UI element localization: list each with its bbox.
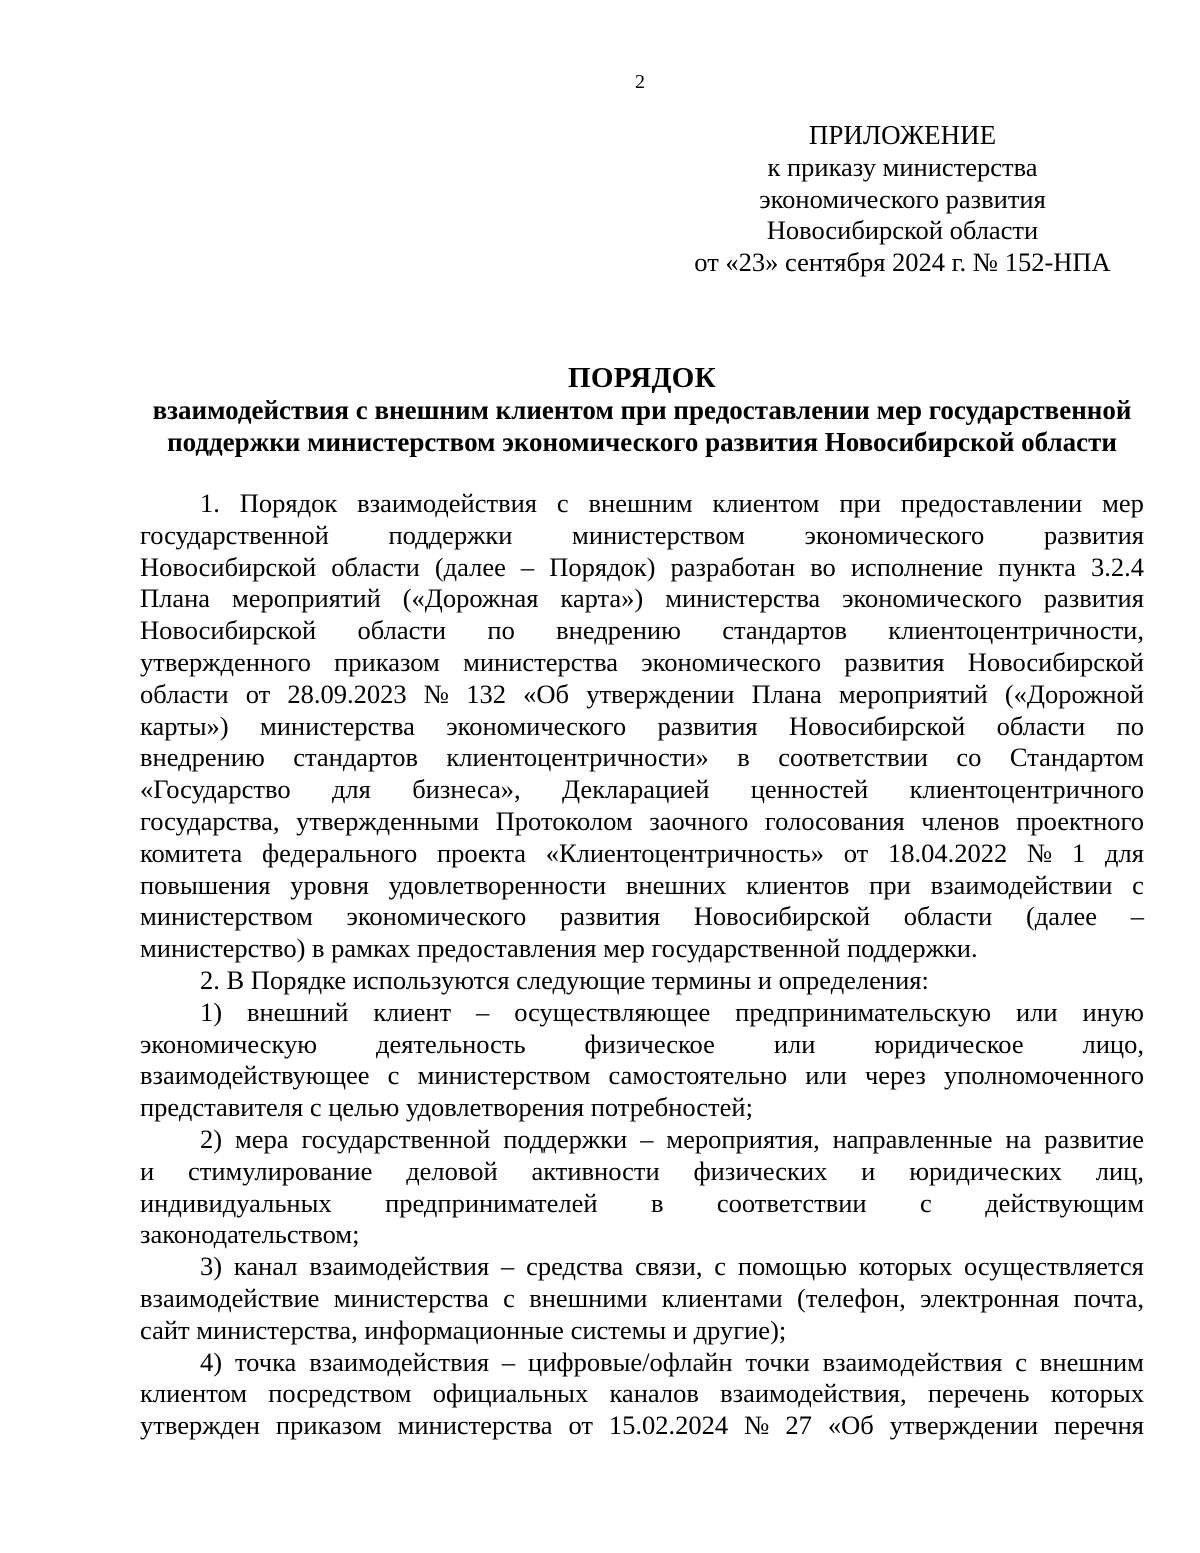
text-line xyxy=(140,1283,1144,1315)
text-line xyxy=(140,583,1144,615)
word: внедрению xyxy=(140,742,265,773)
word: экономическую xyxy=(140,1028,318,1059)
paragraph-1 xyxy=(140,488,1144,965)
word: поддержки xyxy=(388,519,513,550)
text-line xyxy=(140,1188,1144,1220)
word: экономического xyxy=(446,710,627,741)
word: карта») xyxy=(560,583,644,614)
word: министерства xyxy=(333,1282,489,1313)
word: юридическое xyxy=(874,1028,1024,1059)
word: – xyxy=(1130,901,1144,932)
word: приказом xyxy=(334,646,440,677)
document-body xyxy=(140,488,1144,1442)
word: развития xyxy=(1043,519,1144,550)
word: и xyxy=(140,1155,155,1186)
text-line xyxy=(140,806,1144,838)
word: уровня xyxy=(290,869,369,900)
word: в xyxy=(650,1187,664,1218)
word: разработан xyxy=(670,551,796,582)
word: Декларацией xyxy=(562,774,710,805)
word: канал xyxy=(233,1251,298,1282)
word: 4) xyxy=(200,1346,223,1377)
word: проекта xyxy=(437,837,526,868)
word: (телефон, xyxy=(797,1282,906,1313)
word: министерства xyxy=(259,710,415,741)
word: экономического xyxy=(842,583,1022,614)
word: приказом xyxy=(275,1410,382,1441)
paragraph-2 xyxy=(140,965,1144,997)
word: внешним xyxy=(588,488,693,518)
word: внедрению xyxy=(556,615,681,646)
word: или xyxy=(805,1060,847,1091)
text-line xyxy=(140,615,1144,647)
word: – xyxy=(640,1123,654,1154)
text-line xyxy=(140,870,1144,902)
word: связи, xyxy=(635,1251,703,1282)
word: экономического xyxy=(641,646,822,677)
word: Новосибирской xyxy=(788,710,966,741)
word: от xyxy=(843,837,869,868)
word: поддержки xyxy=(503,1123,628,1154)
word: «Клиентоцентричность» xyxy=(545,837,825,868)
word: 3) xyxy=(200,1251,223,1282)
word: бизнеса», xyxy=(412,774,521,805)
word: федерального xyxy=(261,837,418,868)
text-line xyxy=(140,711,1144,743)
word: официальных xyxy=(432,1378,589,1409)
word: юридических xyxy=(909,1155,1062,1186)
word: развития xyxy=(559,901,661,932)
text-line xyxy=(140,1029,1144,1061)
document-subtitle: взаимодействия с внешним клиентом при предоставлении мер государственной xyxy=(152,395,1132,425)
word: по xyxy=(487,615,515,646)
word: лицо, xyxy=(1082,1028,1144,1059)
word: утвержденного xyxy=(140,646,311,677)
word: 18.04.2022 xyxy=(887,837,1008,868)
word: которых xyxy=(858,1251,953,1282)
word: предпринимательскую xyxy=(735,996,992,1027)
word: на xyxy=(1005,1123,1032,1154)
word: предоставлении xyxy=(900,488,1083,518)
word: государственной xyxy=(301,1123,491,1154)
word: иную xyxy=(1082,996,1144,1027)
word: и xyxy=(861,1155,876,1186)
text-line: министерство) в рамках предоставления мер государственной поддержки. xyxy=(140,933,978,964)
word: клиент xyxy=(373,996,452,1027)
word: взаимодействия xyxy=(822,1346,1003,1377)
word: соответствии xyxy=(716,1187,867,1218)
word: исполнение xyxy=(850,551,984,582)
word: внешних xyxy=(625,869,727,900)
word: при xyxy=(839,488,881,518)
word: области xyxy=(903,901,993,932)
word: области xyxy=(996,710,1086,741)
word: с xyxy=(920,1187,932,1218)
word: развития xyxy=(657,710,758,741)
word: Новосибирской xyxy=(693,901,871,932)
word: экономического xyxy=(346,901,527,932)
appendix-line: Новосибирской области xyxy=(766,215,1039,246)
word: внешними xyxy=(529,1282,648,1313)
word: клиентоцентричности» xyxy=(446,742,709,773)
word: взаимодействия xyxy=(309,1346,490,1377)
definition-2 xyxy=(140,1124,1144,1251)
word: голосования xyxy=(764,805,905,836)
document-heading: ПОРЯДОК xyxy=(568,362,716,394)
word: точка xyxy=(234,1346,297,1377)
word: самостоятельно xyxy=(608,1060,788,1091)
word: от xyxy=(245,678,271,709)
word: стимулирование xyxy=(188,1155,373,1186)
word: утверждении xyxy=(586,678,735,709)
word: взаимодействии xyxy=(930,869,1113,900)
word: утвержден xyxy=(140,1410,260,1441)
word: государства, xyxy=(140,805,280,836)
word: развитие xyxy=(1044,1123,1144,1154)
word: министерством xyxy=(572,519,745,550)
text-line xyxy=(140,488,1144,520)
word: (далее xyxy=(434,551,506,582)
word: экономического xyxy=(804,519,985,550)
text-line xyxy=(140,1347,1144,1379)
word: ценностей xyxy=(750,774,869,805)
word: которых xyxy=(1050,1378,1144,1409)
appendix-line: экономического развития xyxy=(759,183,1046,214)
word: деловой xyxy=(406,1155,498,1186)
word: индивидуальных xyxy=(140,1187,332,1218)
word: клиентом xyxy=(140,1378,247,1409)
word: взаимодействия, xyxy=(720,1378,907,1409)
word: клиентоцентричного xyxy=(909,774,1144,805)
word: клиентом xyxy=(712,488,820,518)
word: клиентами xyxy=(661,1282,783,1313)
word: утвержденными xyxy=(296,805,480,836)
word: клиентов xyxy=(746,869,850,900)
word: уполномоченного xyxy=(943,1060,1144,1091)
word: министерства xyxy=(397,1410,553,1441)
definition-4 xyxy=(140,1347,1144,1442)
appendix-date-number: от «23» сентября 2024 г. № 152-НПА xyxy=(694,247,1111,278)
word: с xyxy=(503,1282,515,1313)
text-line xyxy=(140,1156,1144,1188)
text-line xyxy=(140,1410,1144,1442)
word: Стандартом xyxy=(1009,742,1144,773)
text-line xyxy=(140,901,1144,933)
word: повышения xyxy=(140,869,271,900)
word: удовлетворенности xyxy=(388,869,607,900)
word: министерства xyxy=(665,583,821,614)
word: при xyxy=(869,869,911,900)
word: 1) xyxy=(200,996,223,1027)
word: Плана xyxy=(751,678,822,709)
word: действующим xyxy=(985,1187,1144,1218)
text-line: сайт министерства, информационные системы и другие); xyxy=(140,1314,787,1345)
word: взаимодействующее xyxy=(140,1060,370,1091)
word: Новосибирской xyxy=(140,615,317,646)
word: («Дорожной xyxy=(1004,678,1144,709)
word: Порядок) xyxy=(549,551,656,582)
word: через xyxy=(864,1060,926,1091)
word: Протоколом xyxy=(495,805,633,836)
word: развития xyxy=(844,646,945,677)
word: утверждении xyxy=(889,1410,1039,1441)
text-line xyxy=(140,1251,1144,1283)
word: Плана xyxy=(140,583,211,614)
word: «Об xyxy=(523,678,570,709)
word: направленные xyxy=(832,1123,993,1154)
word: Новосибирской xyxy=(967,646,1144,677)
word: или xyxy=(773,1028,816,1059)
word: мероприятий xyxy=(838,678,988,709)
word: по xyxy=(1116,710,1144,741)
word: с xyxy=(387,1060,400,1091)
text-line xyxy=(140,997,1144,1029)
word: каналов xyxy=(609,1378,699,1409)
text-line xyxy=(140,742,1144,774)
word: с xyxy=(1132,869,1144,900)
word: «Государство xyxy=(140,774,291,805)
word: помощью xyxy=(737,1251,848,1282)
word: министерством xyxy=(417,1060,591,1091)
word: 1. xyxy=(200,488,220,518)
word: от xyxy=(568,1410,593,1441)
word: мера xyxy=(234,1123,289,1154)
word: или xyxy=(1015,996,1058,1027)
word: Порядок xyxy=(239,488,338,518)
word: – xyxy=(520,551,535,582)
word: стандартов xyxy=(722,615,847,646)
text-line xyxy=(140,1378,1144,1410)
word: точки xyxy=(745,1346,810,1377)
word: электронная xyxy=(920,1282,1060,1313)
text-line: законодательством; xyxy=(140,1219,360,1250)
word: перечня xyxy=(1054,1410,1144,1441)
word: министерством xyxy=(140,901,313,932)
word: почта, xyxy=(1073,1282,1144,1313)
word: области xyxy=(357,615,447,646)
word: (далее xyxy=(1025,901,1098,932)
definition-1 xyxy=(140,997,1144,1124)
text-line xyxy=(140,647,1144,679)
document-title-block xyxy=(140,362,1144,458)
word: 1 xyxy=(1072,837,1086,868)
word: посредством xyxy=(268,1378,412,1409)
word: 15.02.2024 xyxy=(608,1410,729,1441)
word: пункта xyxy=(998,551,1076,582)
text-line xyxy=(140,520,1144,552)
word: во xyxy=(810,551,836,582)
word: внешний xyxy=(246,996,349,1027)
appendix-title: ПРИЛОЖЕНИЕ xyxy=(808,120,997,150)
word: 2) xyxy=(200,1123,223,1154)
word: государственной xyxy=(140,519,329,550)
document-subtitle: поддержки министерством экономического развития Новосибирской области xyxy=(167,427,1117,457)
word: стандартов xyxy=(293,742,418,773)
word: Новосибирской xyxy=(140,551,317,582)
text-line xyxy=(140,774,1144,806)
word: клиентоцентричности, xyxy=(888,615,1144,646)
word: министерства xyxy=(463,646,619,677)
word: взаимодействия xyxy=(357,488,537,518)
word: физических xyxy=(693,1155,828,1186)
word: 28.09.2023 xyxy=(287,678,407,709)
page-number: 2 xyxy=(635,71,645,93)
word: физическое xyxy=(584,1028,715,1059)
word: с xyxy=(556,488,569,518)
word: комитета xyxy=(140,837,243,868)
word: 3.2.4 xyxy=(1091,551,1144,582)
word: предпринимателей xyxy=(385,1187,598,1218)
text-line xyxy=(140,1060,1144,1092)
word: области xyxy=(331,551,420,582)
word: мер xyxy=(1102,488,1144,518)
word: осуществляющее xyxy=(514,996,711,1027)
word: членов xyxy=(921,805,1000,836)
word: взаимодействия xyxy=(309,1251,490,1282)
word: со xyxy=(956,742,982,773)
word: активности xyxy=(531,1155,660,1186)
word: осуществляется xyxy=(963,1251,1144,1282)
word: средства xyxy=(526,1251,624,1282)
word: лиц, xyxy=(1095,1155,1144,1186)
word: («Дорожная xyxy=(402,583,539,614)
word: № xyxy=(1026,837,1053,868)
word: мероприятия, xyxy=(666,1123,820,1154)
word: области xyxy=(140,678,229,709)
word: карты») xyxy=(140,710,229,741)
text-line: представителя с целью удовлетворения потребностей; xyxy=(140,1092,753,1123)
word: – xyxy=(476,996,490,1027)
word: заочного xyxy=(649,805,749,836)
appendix-header xyxy=(650,120,1155,279)
text-line xyxy=(140,838,1144,870)
word: 27 xyxy=(785,1410,812,1441)
word: – xyxy=(501,1346,516,1377)
word: № xyxy=(744,1410,770,1441)
text-line: 2. В Порядке используются следующие термины и определения: xyxy=(200,964,929,995)
word: 132 xyxy=(466,678,506,709)
text-line xyxy=(140,1124,1144,1156)
word: внешним xyxy=(1039,1346,1144,1377)
definition-3 xyxy=(140,1251,1144,1346)
word: взаимодействие xyxy=(140,1282,320,1313)
word: проектного xyxy=(1016,805,1144,836)
word: соответствии xyxy=(778,742,928,773)
word: перечень xyxy=(927,1378,1030,1409)
appendix-line: к приказу министерства xyxy=(767,151,1038,182)
text-line xyxy=(140,552,1144,584)
word: № xyxy=(423,678,450,709)
word: для xyxy=(1104,837,1144,868)
word: в xyxy=(737,742,750,773)
word: развития xyxy=(1043,583,1144,614)
word: мероприятий xyxy=(232,583,381,614)
word: с xyxy=(1015,1346,1028,1377)
word: цифровые/офлайн xyxy=(528,1346,733,1377)
word: – xyxy=(501,1251,515,1282)
word: «Об xyxy=(827,1410,874,1441)
word: деятельность xyxy=(376,1028,526,1059)
word: для xyxy=(331,774,371,805)
text-line xyxy=(140,679,1144,711)
word: с xyxy=(714,1251,727,1282)
